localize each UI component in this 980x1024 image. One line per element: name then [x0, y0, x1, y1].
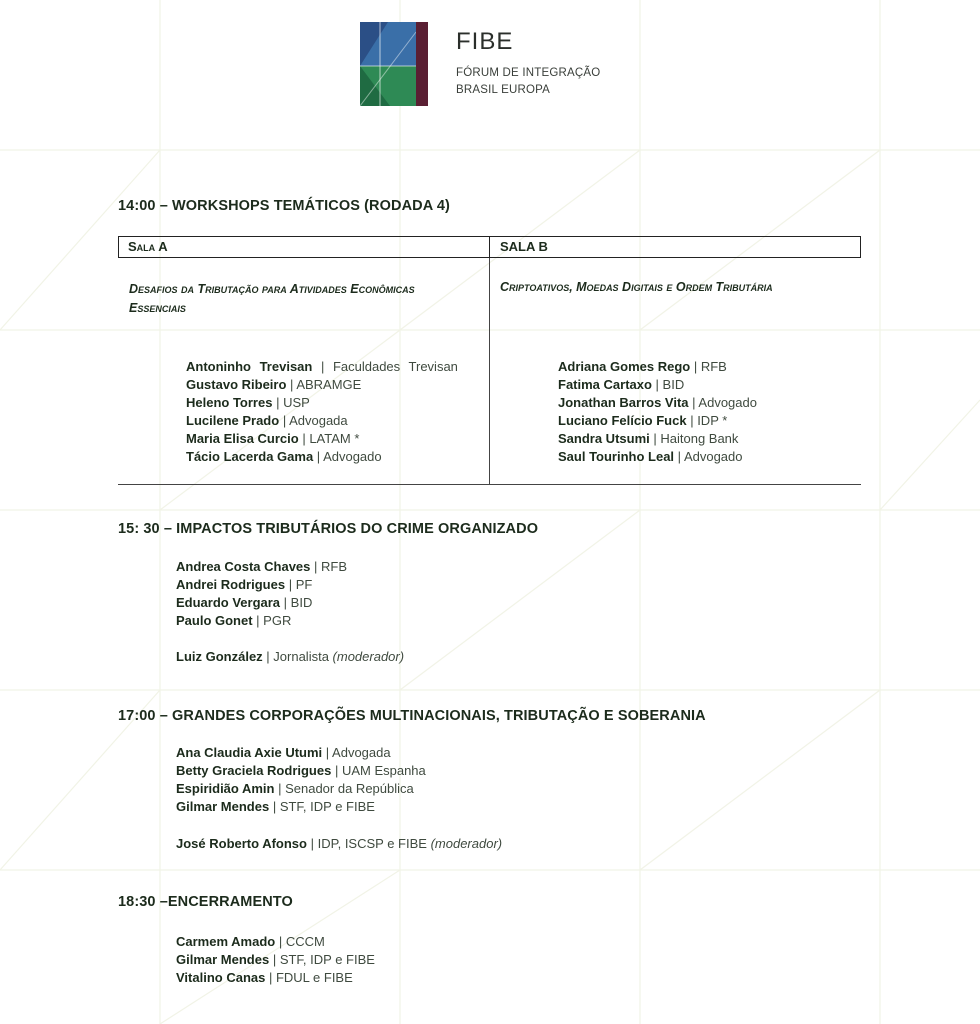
room-a-speakers: [186, 358, 466, 466]
brand-block: [456, 22, 600, 99]
room-a-topic: Desafios da Tributação para Atividades Econômicas Essenciais: [129, 282, 415, 315]
speaker: Sandra Utsumi | Haitong Bank: [558, 431, 739, 446]
header: [360, 22, 600, 108]
speaker: Andrei Rodrigues | PF: [176, 577, 313, 592]
speaker: Saul Tourinho Leal | Advogado: [558, 449, 743, 464]
crime-speakers: [176, 558, 347, 630]
closing-title: 18:30 –ENCERRAMENTO: [118, 894, 293, 910]
room-b-speakers: [558, 358, 858, 466]
speaker: Gilmar Mendes | STF, IDP e FIBE: [176, 952, 375, 967]
room-a-header: Sala A: [119, 237, 490, 257]
speaker: Gustavo Ribeiro | ABRAMGE: [186, 377, 362, 392]
speaker: Fatima Cartaxo | BID: [558, 377, 685, 392]
speaker: Espiridião Amin | Senador da República: [176, 781, 414, 796]
speaker: Eduardo Vergara | BID: [176, 595, 313, 610]
speaker: Maria Elisa Curcio | LATAM *: [186, 431, 360, 446]
speaker: Gilmar Mendes | STF, IDP e FIBE: [176, 799, 375, 814]
room-header-row: [118, 236, 861, 258]
speaker: Ana Claudia Axie Utumi | Advogada: [176, 745, 391, 760]
crime-title: 15: 30 – IMPACTOS TRIBUTÁRIOS DO CRIME ORGANIZADO: [118, 521, 539, 537]
speaker: Heleno Torres | USP: [186, 395, 310, 410]
workshops-title: 14:00 – WORKSHOPS TEMÁTICOS (RODADA 4): [118, 198, 450, 214]
brand-subtitle-line2: BRASIL EUROPA: [456, 84, 550, 96]
corporations-speakers: [176, 744, 426, 816]
speaker: Betty Graciela Rodrigues | UAM Espanha: [176, 763, 426, 778]
speaker: Lucilene Prado | Advogada: [186, 413, 348, 428]
workshops-body: [118, 258, 861, 485]
crime-moderator: Luiz González | Jornalista (moderador): [176, 649, 405, 664]
speaker: Andrea Costa Chaves | RFB: [176, 559, 347, 574]
corporations-moderator: José Roberto Afonso | IDP, ISCSP e FIBE (moderador): [176, 836, 503, 851]
workshops-table: [118, 236, 861, 485]
speaker: Adriana Gomes Rego | RFB: [558, 359, 727, 374]
speaker: Jonathan Barros Vita | Advogado: [558, 395, 757, 410]
brand-subtitle: [456, 65, 600, 99]
room-b-column: [490, 258, 861, 484]
room-a-column: [118, 258, 490, 484]
speaker: Vitalino Canas | FDUL e FIBE: [176, 970, 353, 985]
speaker: Carmem Amado | CCCM: [176, 934, 325, 949]
corporations-title: 17:00 – GRANDES CORPORAÇÕES MULTINACIONAIS, TRIBUTAÇÃO E SOBERANIA: [118, 708, 706, 724]
closing-speakers: [176, 933, 375, 987]
speaker: Paulo Gonet | PGR: [176, 613, 292, 628]
room-b-header: SALA B: [500, 239, 548, 254]
speaker: Antoninho Trevisan | Faculdades Trevisan: [186, 359, 458, 374]
brand-name: FIBE: [456, 28, 514, 55]
speaker: Luciano Felício Fuck | IDP *: [558, 413, 728, 428]
fibe-logo-icon: [360, 22, 428, 106]
room-b-topic: Criptoativos, Moedas Digitais e Ordem Tributária: [500, 280, 773, 294]
speaker: Tácio Lacerda Gama | Advogado: [186, 449, 382, 464]
brand-subtitle-line1: FÓRUM DE INTEGRAÇÃO: [456, 67, 601, 79]
